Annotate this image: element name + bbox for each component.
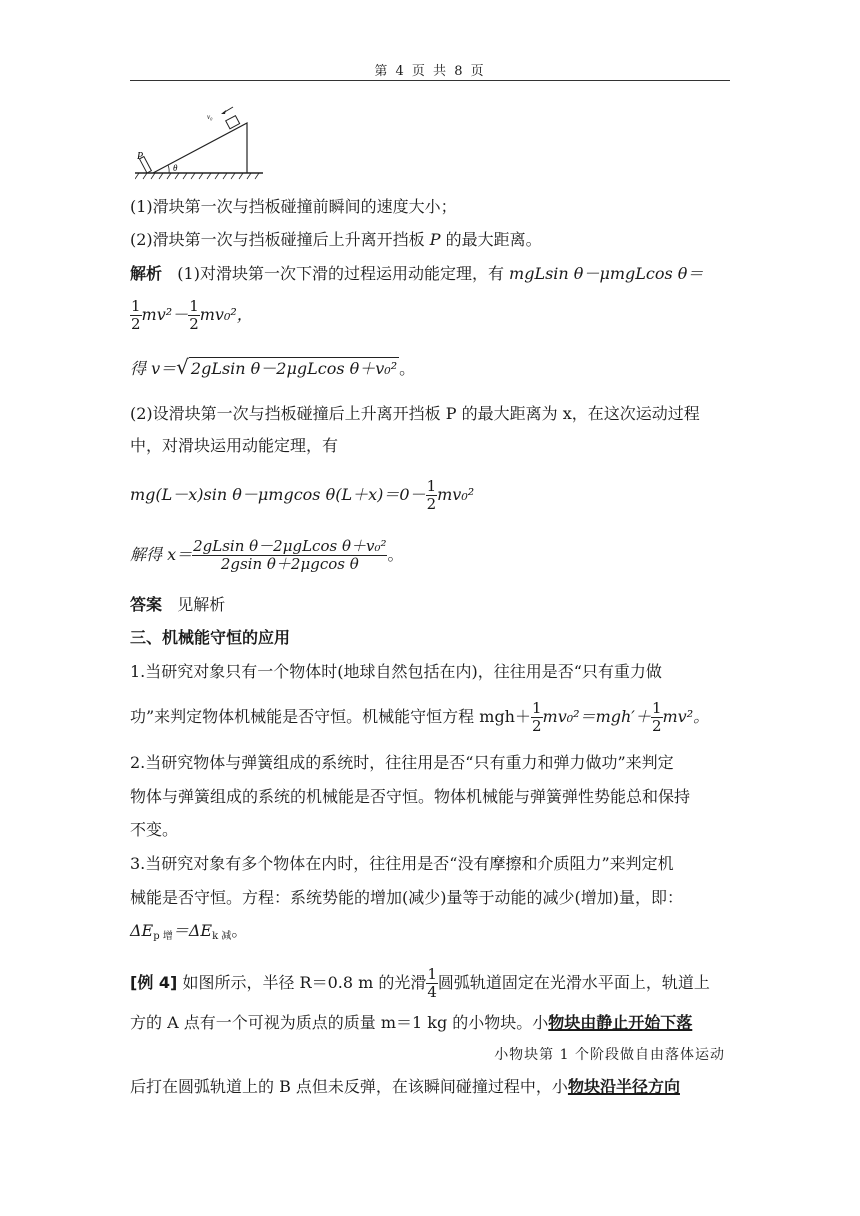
para-3-line-3: [130, 920, 247, 948]
result-1-suffix: 。: [399, 359, 416, 378]
result-1-sqrt: 2gLsin θ－2μgLcos θ＋v₀²: [190, 359, 398, 378]
p3-line3-c: 。: [231, 921, 248, 940]
example-4-line-2: [130, 1012, 692, 1034]
ex4-line1-a: 如图所示，半径 R＝0.8 m 的光滑: [182, 973, 427, 992]
p3-sub-1: p 增: [153, 931, 173, 942]
label-theta: θ: [173, 163, 178, 173]
fraction-half-2: $\frac{1}{2}$: [189, 297, 199, 333]
solve-fraction: $\frac{\text{2gLsin θ－2μgLcos θ＋v₀²}}{\text{2gsin θ＋2μgcos θ}}$: [193, 537, 387, 573]
eq1-end: mv₀²，: [199, 305, 253, 324]
solve-suffix: 。: [387, 545, 404, 564]
p3-line3-b: ＝ΔE: [172, 921, 213, 940]
analysis-1-text: (1)对滑块第一次下滑的过程运用动能定理，有: [177, 264, 504, 283]
fraction-half: $\frac{1}{2}$: [131, 297, 141, 333]
p3-sub-2: k 减: [212, 931, 232, 942]
example-4-line-3: [130, 1076, 680, 1098]
label-v0: v₀: [207, 113, 213, 121]
question-2: [130, 229, 542, 251]
question-1: (1)滑块第一次与挡板碰撞前瞬间的速度大小；: [130, 197, 457, 216]
ex4-line3-underlined: 物块沿半径方向: [567, 1077, 680, 1096]
para-2-line-1: 2.当研究物体与弹簧组成的系统时，往往用是否“只有重力和弹力做功”来判定: [130, 753, 674, 772]
result-1: 得 v＝√ 2gLsin θ－2μgLcos θ＋v₀² 。: [130, 355, 416, 379]
analysis-2-line-2: 中，对滑块运用动能定理，有: [130, 436, 339, 455]
question-2-text-b: 的最大距离。: [445, 230, 542, 249]
eq2-left: mg(L－x)sin θ－μmgcos θ(L＋x)＝0－: [130, 485, 426, 504]
analysis-2-line-1: (2)设滑块第一次与挡板碰撞后上升离开挡板 P 的最大距离为 x，在这次运动过程: [130, 404, 700, 423]
equation-2: [130, 478, 474, 513]
header-rule: [130, 80, 730, 81]
answer-line: [130, 594, 225, 616]
question-2-text-a: (2)滑块第一次与挡板碰撞后上升离开挡板: [130, 230, 425, 249]
ex4-line3-a: 后打在圆弧轨道上的 B 点但未反弹，在该瞬间碰撞过程中，小: [130, 1077, 568, 1096]
incline-figure: [135, 105, 265, 183]
fraction-quarter: $\frac{1}{4}$: [427, 965, 437, 1001]
example-4-line-1: [130, 966, 710, 1001]
fraction-half-5: $\frac{1}{2}$: [651, 699, 662, 735]
ex4-line2-a: 方的 A 点有一个可视为质点的质量 m＝1 kg 的小物块。小: [130, 1013, 549, 1032]
p1-line2-a: 功”来判定物体机械能是否守恒。机械能守恒方程 mgh＋: [130, 707, 531, 726]
fraction-half-4: $\frac{1}{2}$: [532, 699, 542, 735]
para-3-line-1: 3.当研究对象有多个物体在内时，往往用是否“没有摩擦和介质阻力”来判定机: [130, 854, 674, 873]
answer-text: 见解析: [177, 595, 226, 614]
p1-line2-b: mv₀²＝mgh′＋: [542, 707, 651, 726]
label-P: P: [137, 151, 144, 162]
p3-line3-a: ΔE: [130, 921, 154, 940]
solve-prefix: 解得 x＝: [130, 545, 193, 564]
annotation-note-1: 小物块第 1 个阶段做自由落体运动: [494, 1047, 725, 1063]
page-header: 第 4 页 共 8 页: [374, 64, 486, 79]
analysis-label: 解析: [130, 264, 163, 283]
equation-1: [130, 298, 253, 333]
para-3-line-2: 械能是否守恒。方程：系统势能的增加(减少)量等于动能的减少(增加)量，即：: [130, 888, 683, 907]
result-1-prefix: 得 v＝: [130, 359, 177, 378]
eq1-mid: mv²－: [141, 305, 189, 324]
para-2-line-3: 不变。: [130, 820, 179, 839]
para-2-line-2: 物体与弹簧组成的系统的机械能是否守恒。物体机械能与弹簧弹性势能总和保持: [130, 787, 691, 806]
example-4-label: [例 4]: [130, 973, 178, 992]
para-1-line-2: [130, 700, 709, 735]
label-P-inline: P: [429, 230, 441, 249]
analysis-line-1: [130, 263, 703, 285]
fraction-half-3: $\frac{1}{2}$: [426, 477, 437, 513]
section-3-title: 三、机械能守恒的应用: [130, 628, 291, 647]
eq2-right: mv₀²: [437, 485, 475, 504]
p1-line2-c: mv²。: [662, 707, 710, 726]
solve-line: [130, 538, 404, 573]
analysis-1-equation: mgLsin θ－μmgLcos θ＝: [509, 264, 704, 283]
para-1-line-1: 1.当研究对象只有一个物体时(地球自然包括在内)，往往用是否“只有重力做: [130, 662, 662, 681]
ex4-line2-underlined: 物块由静止开始下落: [548, 1013, 693, 1032]
ex4-line1-b: 圆弧轨道固定在光滑水平面上，轨道上: [437, 973, 710, 992]
answer-label: 答案: [130, 595, 163, 614]
